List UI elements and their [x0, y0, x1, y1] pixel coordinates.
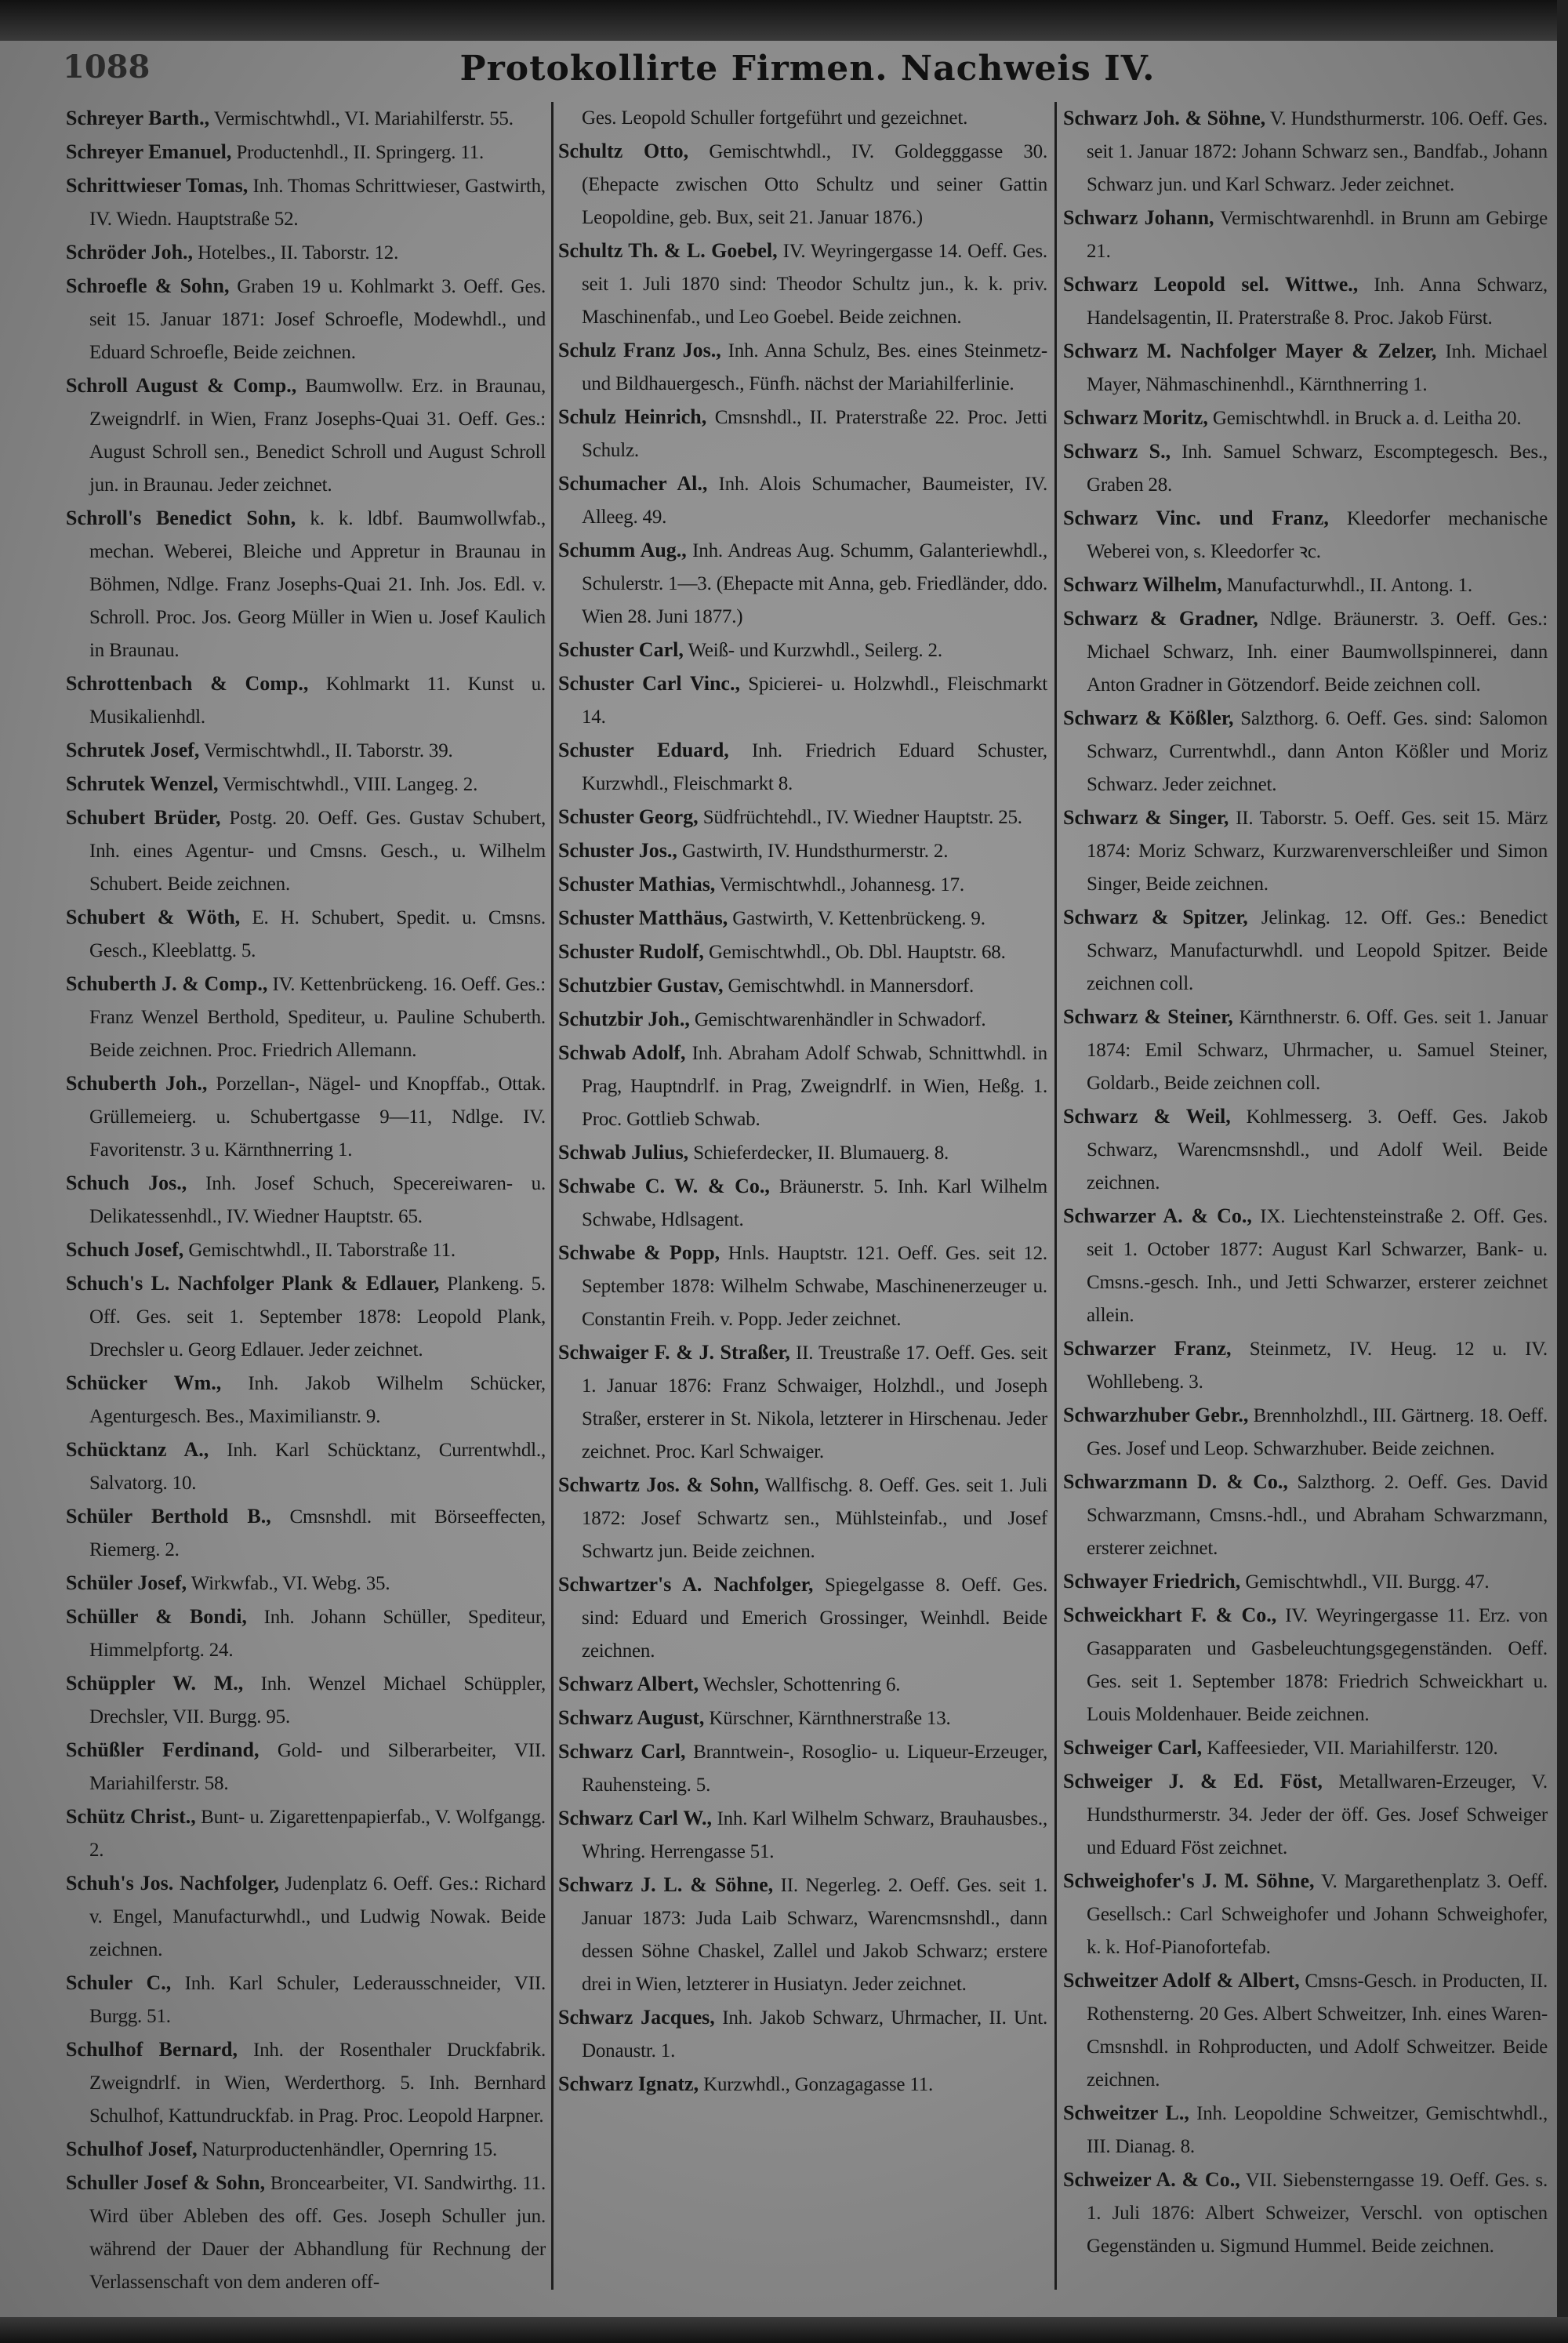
firm-entry: [1063, 1001, 1548, 1100]
firm-entry: [66, 169, 546, 236]
firm-name: Schuster Georg,: [558, 805, 699, 828]
firm-name: Schuberth J. & Comp.,: [66, 972, 268, 995]
firm-details: Spicierei- u. Holzwhdl., Fleischmarkt 14.: [582, 674, 1047, 728]
firm-name: Schuch Josef,: [66, 1238, 184, 1261]
firm-entry: [558, 2001, 1047, 2068]
firm-details: Inh. Wenzel Michael Schüppler, Drechsler, VII. Burgg. 95.: [89, 1673, 546, 1727]
firm-name: Schrottenbach & Comp.,: [66, 672, 309, 695]
firm-name: Schwab Julius,: [558, 1141, 689, 1164]
firm-details: Vermischtwhdl., VI. Mariahilferstr. 55.: [213, 108, 514, 129]
firm-entry: [558, 1136, 1047, 1170]
firm-details: Branntwein-, Rosoglio- u. Liqueur-Erzeuger, Rauhensteing. 5.: [582, 1742, 1048, 1796]
firm-entry: [558, 401, 1047, 467]
firm-details: Vermischtwhdl., VIII. Langeg. 2.: [223, 774, 478, 795]
firm-entry: [66, 102, 546, 136]
firm-entry: [66, 801, 546, 901]
firm-name: Schrutek Wenzel,: [66, 772, 219, 795]
firm-name: Schwarz S.,: [1063, 440, 1171, 463]
firm-entry: [1063, 2163, 1548, 2263]
firm-details: Wirkwfab., VI. Webg. 35.: [191, 1573, 390, 1594]
firm-entry: [1063, 1200, 1548, 1332]
firm-name: Schwarz & Steiner,: [1063, 1005, 1233, 1028]
firm-details: Broncearbeiter, VI. Sandwirthg. 11. Wird über Ableben des off. Ges. Joseph Schuller jun. während der Dauer der Abhandlung für Rechnung der Verlassenschaft von dem anderen off-: [89, 2173, 546, 2293]
firm-details: Kleedorfer mechanische Weberei von, s. Kleedorfer ꝛc.: [1087, 508, 1548, 562]
firm-details: Inh. Michael Mayer, Nähmaschinenhdl., Kärnthnerring 1.: [1087, 341, 1548, 395]
firm-name: Schwarz Carl,: [558, 1740, 686, 1763]
firm-details: Gemischtwhdl., VII. Burgg. 47.: [1245, 1571, 1490, 1593]
firm-details: Inh. Anna Schwarz, Handelsagentin, II. Praterstraße 8. Proc. Jakob Fürst.: [1087, 274, 1548, 329]
firm-entry: [66, 667, 546, 734]
firm-details: Inh. Alois Schumacher, Baumeister, IV. Alleeg. 49.: [582, 474, 1047, 528]
firm-details: Baumwollw. Erz. in Braunau, Zweigndrlf. in Wien, Franz Josephs-Quai 31. Oeff. Ges.: August Schroll sen., Benedict Schroll und August Schroll jun. in Braunau. Jeder zeichnet.: [89, 376, 546, 496]
firm-entry: [558, 1237, 1047, 1336]
firm-entry: [558, 234, 1047, 334]
firm-entry: [558, 1668, 1047, 1702]
firm-entry: [66, 1967, 546, 2033]
scan-border-top: [0, 0, 1568, 41]
firm-entry: [66, 768, 546, 801]
firm-entry: [1063, 1964, 1548, 2097]
firm-details: k. k. ldbf. Baumwollwfab., mechan. Weberei, Bleiche und Appretur in Braunau in Böhmen, Ndlge. Franz Josephs-Quai 21. Inh. Jos. Edl. v. Schroll. Proc. Jos. Georg Müller in Wien u. Josef Kaulich in Braunau.: [89, 508, 546, 661]
firm-name: Schuster Carl Vinc.,: [558, 672, 740, 695]
firm-entry: [558, 1003, 1047, 1037]
firm-entry: [66, 236, 546, 270]
firm-name: Schweitzer L.,: [1063, 2101, 1189, 2124]
firm-details: Inh. Jakob Wilhelm Schücker, Agenturgesch. Bes., Maximilianstr. 9.: [89, 1373, 546, 1427]
firm-name: Schüler Berthold B.,: [66, 1505, 271, 1527]
firm-entry: [1063, 801, 1548, 901]
firm-name: Schwabe C. W. & Co.,: [558, 1175, 770, 1197]
firm-details: Weiß- und Kurzwhdl., Seilerg. 2.: [688, 640, 942, 661]
firm-entry: [1063, 1332, 1548, 1399]
firm-details: Metallwaren-Erzeuger, V. Hundsthurmerstr. 34. Jeder der öff. Ges. Josef Schweiger und Eduard Föst zeichnet.: [1087, 1771, 1548, 1858]
firm-name: Schwarz M. Nachfolger Mayer & Zelzer,: [1063, 340, 1437, 362]
firm-details: Ndlge. Bräunerstr. 3. Oeff. Ges.: Michael Schwarz, Inh. einer Baumwollspinnerei, dann Anton Gradner in Götzendorf. Beide zeichnen coll.: [1087, 608, 1548, 696]
firm-entry: [558, 969, 1047, 1003]
firm-name: Schwabe & Popp,: [558, 1241, 720, 1264]
firm-entry: [66, 1067, 546, 1167]
firm-name: Schwarzer Franz,: [1063, 1337, 1232, 1360]
firm-name: Schwab Adolf,: [558, 1041, 686, 1064]
firm-name: Schwarzhuber Gebr.,: [1063, 1404, 1249, 1426]
firm-name: Schweiger Carl,: [1063, 1736, 1203, 1759]
firm-name: Schrutek Josef,: [66, 739, 200, 761]
firm-name: Schwarz J. L. & Söhne,: [558, 1873, 774, 1896]
firm-details: Hotelbes., II. Taborstr. 12.: [198, 242, 399, 263]
firm-details: V. Margarethenplatz 3. Oeff. Gesellsch.: Carl Schweighofer und Johann Schweighofer, k. k. Hof-Pianofortefab.: [1087, 1871, 1548, 1958]
firm-details: Wechsler, Schottenring 6.: [702, 1674, 901, 1695]
firm-details: Kurzwhdl., Gonzagagasse 11.: [703, 2074, 934, 2095]
firm-details: V. Hundsthurmerstr. 106. Oeff. Ges. seit 1. Januar 1872: Johann Schwarz sen., Bandfab., Johann Schwarz jun. und Karl Schwarz. Jeder zeichnet.: [1087, 108, 1548, 195]
page-title: Protokollirte Firmen. Nachweis IV.: [459, 49, 1156, 89]
firm-name: Schuster Jos.,: [558, 839, 677, 862]
firm-entry: [558, 1735, 1047, 1802]
firm-entry: [558, 334, 1047, 401]
firm-details: Inh. Johann Schüller, Spediteur, Himmelpfortg. 24.: [89, 1607, 546, 1661]
firm-details: Inh. Jakob Schwarz, Uhrmacher, II. Unt. Donaustr. 1.: [582, 2007, 1047, 2061]
firm-entry: [558, 801, 1047, 834]
firm-name: Schulz Heinrich,: [558, 405, 707, 428]
firm-name: Schwartz Jos. & Sohn,: [558, 1473, 760, 1496]
firm-entry: [66, 136, 546, 169]
firm-details: Inh. Karl Schücktanz, Currentwhdl., Salvatorg. 10.: [89, 1440, 546, 1494]
firm-details: Kärnthnerstr. 6. Off. Ges. seit 1. Januar 1874: Emil Schwarz, Uhrmacher, u. Samuel Steiner, Goldarb., Beide zeichnen coll.: [1087, 1007, 1548, 1094]
firm-entry: [1063, 1765, 1548, 1865]
firm-name: Schüller & Bondi,: [66, 1605, 247, 1628]
firm-name: Schweiger J. & Ed. Föst,: [1063, 1770, 1323, 1793]
firm-details: Cmsnshdl. mit Börseeffecten, Riemerg. 2.: [89, 1506, 546, 1560]
firm-details: Kaffeesieder, VII. Mariahilferstr. 120.: [1207, 1738, 1498, 1759]
firm-name: Schutzbir Joh.,: [558, 1008, 690, 1030]
firm-details: Gold- und Silberarbeiter, VII. Mariahilferstr. 58.: [89, 1740, 546, 1794]
firm-details: Inh. Karl Wilhelm Schwarz, Brauhausbes., Whring. Herrengasse 51.: [582, 1808, 1047, 1862]
firm-entry: [66, 1433, 546, 1500]
firm-entry: [1063, 2097, 1548, 2163]
page-header: [63, 49, 1552, 96]
firm-name: Schuler C.,: [66, 1971, 172, 1994]
firm-entry: [558, 1170, 1047, 1237]
firm-name: Schwarz Leopold sel. Wittwe.,: [1063, 273, 1359, 296]
firm-name: Schücker Wm.,: [66, 1371, 222, 1394]
firm-details: Vermischtwarenhdl. in Brunn am Gebirge 21.: [1087, 208, 1548, 262]
firm-entry: [1063, 901, 1548, 1001]
firm-name: Schulz Franz Jos.,: [558, 339, 721, 361]
firm-entry: [558, 667, 1047, 734]
firm-name: Schulhof Josef,: [66, 2138, 198, 2160]
firm-details: Steinmetz, IV. Heug. 12 u. IV. Wohllebeng. 3.: [1087, 1339, 1548, 1393]
column-1: [66, 102, 546, 2299]
firm-entry: [558, 935, 1047, 969]
firm-name: Schwarz & Weil,: [1063, 1105, 1231, 1128]
firm-entry: [1063, 202, 1548, 268]
firm-name: Schwaiger F. & J. Straßer,: [558, 1341, 790, 1364]
firm-entry: [66, 1800, 546, 1867]
firm-entry: [558, 1336, 1047, 1469]
firm-name: Schutzbier Gustav,: [558, 974, 724, 997]
firm-name: Schuch's L. Nachfolger Plank & Edlauer,: [66, 1272, 440, 1295]
firm-details: Graben 19 u. Kohlmarkt 3. Oeff. Ges. seit 15. Januar 1871: Josef Schroefle, Modewhdl., und Eduard Schroefle, Beide zeichnen.: [89, 276, 546, 363]
firm-entry: [1063, 1599, 1548, 1731]
firm-entry: [558, 135, 1047, 234]
firm-name: Schüppler W. M.,: [66, 1672, 244, 1695]
firm-name: Schwarz Wilhelm,: [1063, 573, 1222, 596]
firm-details: Inh. Friedrich Eduard Schuster, Kurzwhdl., Fleischmarkt 8.: [582, 740, 1047, 794]
firm-entry: [66, 1167, 546, 1233]
firm-details: Gemischtwarenhändler in Schwadorf.: [694, 1009, 986, 1030]
firm-entry: [1063, 1399, 1548, 1466]
firm-details: Wallfischg. 8. Oeff. Ges. seit 1. Juli 1872: Josef Schwartz sen., Mühlsteinfab., und Josef Schwartz jun. Beide zeichnen.: [582, 1475, 1047, 1562]
firm-details: II. Taborstr. 5. Oeff. Ges. seit 15. März 1874: Moriz Schwarz, Kurzwarenverschleißer und Simon Singer, Beide zeichnen.: [1087, 808, 1548, 895]
firm-name: Schreyer Emanuel,: [66, 140, 232, 163]
scan-border-bottom: [0, 2317, 1568, 2343]
firm-entry: [1063, 502, 1548, 568]
firm-details: VII. Siebensterngasse 19. Oeff. Ges. s. 1. Juli 1876: Albert Schweizer, Verschl. von optischen Gegenständen u. Sigmund Hummel. Beide zeichnen.: [1087, 2170, 1548, 2257]
firm-details: Inh. Abraham Adolf Schwab, Schnittwhdl. in Prag, Hauptndrlf. in Prag, Zweigndrlf. in Wien, Heßg. 1. Proc. Gottlieb Schwab.: [582, 1043, 1047, 1130]
firm-details: Inh. Anna Schulz, Bes. eines Steinmetz- und Bildhauergesch., Fünfh. nächst der Mariahilferlinie.: [582, 340, 1047, 394]
firm-entry: [558, 467, 1047, 534]
firm-name: Schultz Otto,: [558, 140, 689, 162]
firm-details: Brennholzhdl., III. Gärtnerg. 18. Oeff. Ges. Josef und Leop. Schwarzhuber. Beide zeichnen.: [1087, 1405, 1548, 1459]
firm-name: Schultz Th. & L. Goebel,: [558, 239, 778, 262]
firm-name: Schwarz Carl W.,: [558, 1807, 712, 1829]
firm-entry: [558, 1802, 1047, 1869]
firm-name: Schweickhart F. & Co.,: [1063, 1604, 1277, 1626]
firm-details: Vermischtwhdl., Johannesg. 17.: [719, 874, 964, 895]
firm-details: Jelinkag. 12. Off. Ges.: Benedict Schwarz, Manufacturwhdl. und Leopold Spitzer. Beide zeichnen coll.: [1087, 907, 1548, 994]
firm-entry: [66, 270, 546, 369]
firm-entry: [558, 734, 1047, 801]
firm-name: Schüßler Ferdinand,: [66, 1738, 260, 1761]
firm-entry: [1063, 602, 1548, 702]
firm-details: Hnls. Hauptstr. 121. Oeff. Ges. seit 12. September 1878: Wilhelm Schwabe, Maschinenerzeuger u. Constantin Freih. v. Popp. Jeder zeichnet.: [582, 1243, 1047, 1330]
firm-entry: [66, 1667, 546, 1734]
firm-name: Schröder Joh.,: [66, 241, 194, 263]
firm-details: IV. Weyringergasse 11. Erz. von Gasapparaten und Gasbeleuchtungsgegenständen. Oeff. Ges. seit 1. September 1878: Friedrich Schweickhart u. Louis Moldenhauer. Beide zeichnen.: [1087, 1605, 1548, 1725]
firm-entry: [66, 1567, 546, 1600]
firm-details: Salzthorg. 2. Oeff. Ges. David Schwarzmann, Cmsns.-hdl., und Abraham Schwarzmann, ersterer zeichnet.: [1087, 1472, 1548, 1559]
firm-details: Gastwirth, V. Kettenbrückeng. 9.: [732, 908, 985, 929]
firm-details: Gemischtwhdl. in Bruck a. d. Leitha 20.: [1212, 408, 1522, 429]
firm-entry: [66, 2167, 546, 2299]
firm-name: Schwarz Moritz,: [1063, 406, 1208, 429]
firm-entry: [558, 534, 1047, 634]
firm-details: Gemischtwhdl., II. Taborstraße 11.: [188, 1240, 456, 1261]
firm-details: Spiegelgasse 8. Oeff. Ges. sind: Eduard und Emerich Grossinger, Weinhdl. Beide zeichnen.: [582, 1575, 1048, 1662]
firm-details: II. Treustraße 17. Oeff. Ges. seit 1. Januar 1876: Franz Schwaiger, Holzhdl., und Joseph Straßer, ersterer in St. Nikola, letzterer in Hirschenau. Jeder zeichnet. Proc. Karl Schwaiger.: [582, 1342, 1047, 1462]
firm-name: Schwarzer A. & Co.,: [1063, 1204, 1252, 1227]
firm-name: Schücktanz A.,: [66, 1438, 209, 1461]
firm-name: Schwarz August,: [558, 1706, 705, 1729]
firm-name: Schweizer A. & Co.,: [1063, 2168, 1240, 2191]
firm-name: Schroefle & Sohn,: [66, 274, 230, 297]
firm-details: Manufacturwhdl., II. Antong. 1.: [1226, 575, 1472, 596]
firm-name: Schuller Josef & Sohn,: [66, 2171, 266, 2194]
firm-details: Salzthorg. 6. Oeff. Ges. sind: Salomon Schwarz, Currentwhdl., dann Anton Kößler und Moriz Schwarz. Jeder zeichnet.: [1087, 708, 1548, 795]
firm-entry: [66, 1734, 546, 1800]
entry-continuation: Ges. Leopold Schuller fortgeführt und gezeichnet.: [582, 107, 968, 129]
firm-entry: [558, 634, 1047, 667]
column-3: [1063, 102, 1548, 2263]
column-divider: [1054, 102, 1057, 2290]
firm-name: Schwartzer's A. Nachfolger,: [558, 1573, 814, 1596]
firm-name: Schweitzer Adolf & Albert,: [1063, 1969, 1300, 1992]
firm-name: Schwarz Vinc. und Franz,: [1063, 507, 1329, 529]
column-divider: [551, 102, 554, 2290]
firm-details: Gemischtwhdl., IV. Goldegggasse 30. (Ehepacte zwischen Otto Schultz und seiner Gattin Leopoldine, geb. Bux, seit 21. Januar 1876.): [582, 141, 1047, 228]
firm-details: E. H. Schubert, Spedit. u. Cmsns. Gesch., Kleeblattg. 5.: [89, 907, 546, 961]
firm-name: Schwarz & Singer,: [1063, 806, 1229, 829]
firm-name: Schuster Eduard,: [558, 739, 729, 761]
firm-name: Schumm Aug.,: [558, 539, 687, 561]
firm-entry: [66, 1500, 546, 1567]
firm-details: Inh. Leopoldine Schweitzer, Gemischtwhdl., III. Dianag. 8.: [1087, 2103, 1548, 2157]
firm-name: Schweighofer's J. M. Söhne,: [1063, 1869, 1315, 1892]
firm-entry: [558, 834, 1047, 868]
firm-name: Schwarz Joh. & Söhne,: [1063, 107, 1266, 129]
firm-name: Schuster Rudolf,: [558, 940, 704, 963]
firm-details: Inh. Samuel Schwarz, Escomptegesch. Bes., Graben 28.: [1087, 441, 1548, 496]
firm-details: Gemischtwhdl. in Mannersdorf.: [728, 975, 975, 997]
firm-details: Kürschner, Kärnthnerstraße 13.: [709, 1708, 951, 1729]
firm-entry: [1063, 1865, 1548, 1964]
firm-details: Plankeng. 5. Off. Ges. seit 1. September 1878: Leopold Plank, Drechsler u. Georg Edlauer. Jeder zeichnet.: [89, 1273, 546, 1360]
firm-entry: [66, 1600, 546, 1667]
firm-name: Schwarz Albert,: [558, 1673, 699, 1695]
firm-entry: [66, 901, 546, 968]
firm-details: Cmsnshdl., II. Praterstraße 22. Proc. Jetti Schulz.: [582, 407, 1047, 461]
firm-name: Schwarz & Gradner,: [1063, 607, 1258, 630]
firm-details: Gastwirth, IV. Hundsthurmerstr. 2.: [682, 841, 949, 862]
firm-details: Porzellan-, Nägel- und Knopffab., Ottak. Grüllemeierg. u. Schubertgasse 9—11, Ndlge. IV. Favoritenstr. 3 u. Kärnthnerring 1.: [89, 1073, 546, 1161]
firm-entry: [1063, 102, 1548, 202]
firm-details: Schieferdecker, II. Blumauerg. 8.: [693, 1142, 949, 1164]
firm-entry: [558, 1869, 1047, 2001]
firm-name: Schütz Christ.,: [66, 1805, 196, 1828]
firm-name: Schumacher Al.,: [558, 472, 708, 495]
firm-name: Schuberth Joh.,: [66, 1072, 208, 1095]
firm-details: Gemischtwhdl., Ob. Dbl. Hauptstr. 68.: [708, 942, 1006, 963]
firm-entry: [1063, 1731, 1548, 1765]
firm-entry: [66, 1233, 546, 1267]
firm-name: Schuster Matthäus,: [558, 906, 728, 929]
firm-details: II. Negerleg. 2. Oeff. Ges. seit 1. Januar 1873: Juda Laib Schwarz, Warencmsnshdl., dann dessen Söhne Chaskel, Zallel und Jakob Schwarz; erstere drei in Wien, letzterer in Husiatyn. Jeder zeichnet.: [582, 1875, 1047, 1995]
firm-entry: [558, 1568, 1047, 1668]
page-number: 1088: [63, 49, 151, 85]
firm-name: Schuch Jos.,: [66, 1172, 187, 1194]
firm-details: Inh. der Rosenthaler Druckfabrik. Zweigndrlf. in Wien, Werderthorg. 5. Inh. Bernhard Schulhof, Kattundruckfab. in Prag. Proc. Leopold Harpner.: [89, 2040, 546, 2127]
firm-name: Schroll August & Comp.,: [66, 374, 297, 397]
firm-entry: [66, 2033, 546, 2133]
firm-entry: [1063, 335, 1548, 401]
firm-entry: [1063, 435, 1548, 502]
firm-details: Productenhdl., II. Springerg. 11.: [236, 142, 485, 163]
firm-name: Schwarz & Kößler,: [1063, 707, 1234, 729]
firm-details: Inh. Karl Schuler, Lederausschneider, VII. Burgg. 51.: [89, 1973, 546, 2027]
firm-name: Schwarzmann D. & Co.,: [1063, 1470, 1288, 1493]
firm-name: Schubert Brüder,: [66, 806, 221, 829]
firm-entry: [66, 1867, 546, 1967]
firm-entry: [1063, 401, 1548, 435]
firm-details: IX. Liechtensteinstraße 2. Off. Ges. seit 1. October 1877: August Karl Schwarzer, Bank- u. Cmsns.-gesch. Inh., und Jetti Schwarzer, ersterer zeichnet allein.: [1087, 1206, 1548, 1326]
firm-entry: [558, 868, 1047, 902]
firm-name: Schrittwieser Tomas,: [66, 174, 249, 197]
firm-entry: [66, 968, 546, 1067]
firm-entry: [558, 902, 1047, 935]
firm-details: Kohlmesserg. 3. Oeff. Ges. Jakob Schwarz, Warencmsnshdl., und Adolf Weil. Beide zeichnen.: [1087, 1106, 1548, 1193]
column-2: [558, 102, 1047, 2101]
firm-entry: [66, 369, 546, 502]
firm-name: Schubert & Wöth,: [66, 906, 241, 928]
firm-entry: [66, 1367, 546, 1433]
firm-entry: [66, 2133, 546, 2167]
firm-name: Schuster Mathias,: [558, 873, 716, 895]
firm-details: IV. Kettenbrückeng. 16. Oeff. Ges.: Franz Wenzel Berthold, Spediteur, u. Pauline Schuberth. Beide zeichnen. Proc. Friedrich Allemann.: [89, 974, 546, 1061]
firm-name: Schwarz Jacques,: [558, 2006, 715, 2029]
firm-name: Schulhof Bernard,: [66, 2038, 238, 2061]
firm-details: Vermischtwhdl., II. Taborstr. 39.: [204, 740, 453, 761]
firm-entry: [558, 1037, 1047, 1136]
firm-details: Inh. Josef Schuch, Specereiwaren- u. Delikatessenhdl., IV. Wiedner Hauptstr. 65.: [89, 1173, 546, 1227]
scan-border-right: [1557, 0, 1568, 2343]
firm-details: Bräunerstr. 5. Inh. Karl Wilhelm Schwabe, Hdlsagent.: [582, 1176, 1047, 1230]
firm-details: IV. Weyringergasse 14. Oeff. Ges. seit 1. Juli 1870 sind: Theodor Schultz jun., k. k. priv. Maschinenfab., und Leo Goebel. Beide zeichnen.: [582, 241, 1047, 328]
firm-entry: [66, 502, 546, 667]
firm-name: Schwayer Friedrich,: [1063, 1570, 1241, 1593]
firm-details: Judenplatz 6. Oeff. Ges.: Richard v. Engel, Manufacturwhdl., und Ludwig Nowak. Beide zeichnen.: [89, 1873, 546, 1960]
firm-details: Kohlmarkt 11. Kunst u. Musikalienhdl.: [89, 674, 546, 728]
firm-details: Inh. Andreas Aug. Schumm, Galanteriewhdl., Schulerstr. 1—3. (Ehepacte mit Anna, geb. Friedländer, ddo. Wien 28. Juni 1877.): [582, 540, 1047, 627]
firm-name: Schreyer Barth.,: [66, 107, 210, 129]
firm-details: Cmsns-Gesch. in Producten, II. Rothensterng. 20 Ges. Albert Schweitzer, Inh. eines Waren-Cmsnshdl. in Rohproducten, und Adolf Schweitzer. Beide zeichnen.: [1087, 1971, 1548, 2091]
firm-name: Schuster Carl,: [558, 638, 684, 661]
firm-entry: [1063, 268, 1548, 335]
firm-name: Schuh's Jos. Nachfolger,: [66, 1872, 280, 1894]
firm-name: Schroll's Benedict Sohn,: [66, 507, 296, 529]
firm-details: Postg. 20. Oeff. Ges. Gustav Schubert, Inh. eines Agentur- und Cmsns. Gesch., u. Wilhelm Schubert. Beide zeichnen.: [89, 808, 546, 895]
firm-name: Schüler Josef,: [66, 1571, 187, 1594]
firm-name: Schwarz Johann,: [1063, 206, 1214, 229]
firm-entry: [1063, 568, 1548, 602]
firm-name: Schwarz Ignatz,: [558, 2072, 699, 2095]
firm-name: Schwarz & Spitzer,: [1063, 906, 1248, 928]
firm-entry: [66, 1267, 546, 1367]
firm-entry: [1063, 702, 1548, 801]
firm-details: Bunt- u. Zigarettenpapierfab., V. Wolfgangg. 2.: [89, 1807, 546, 1861]
firm-entry: [558, 1702, 1047, 1735]
firm-entry: [1063, 1466, 1548, 1565]
firm-entry: [558, 2068, 1047, 2101]
firm-details: Inh. Thomas Schrittwieser, Gastwirth, IV. Wiedn. Hauptstraße 52.: [89, 176, 546, 230]
firm-entry: [1063, 1100, 1548, 1200]
firm-entry: [1063, 1565, 1548, 1599]
firm-details: Naturproductenhändler, Opernring 15.: [201, 2139, 498, 2160]
firm-entry: [66, 734, 546, 768]
firm-entry: [558, 1469, 1047, 1568]
firm-details: Südfrüchtehdl., IV. Wiedner Hauptstr. 25.: [702, 807, 1022, 828]
